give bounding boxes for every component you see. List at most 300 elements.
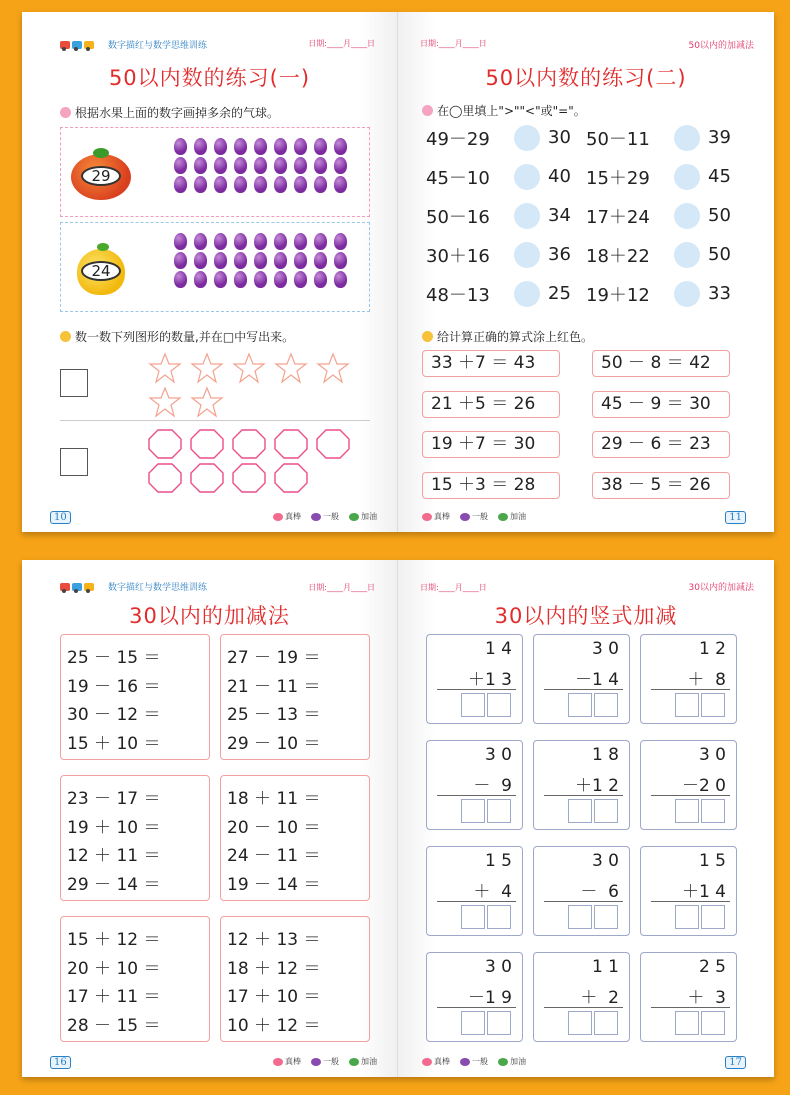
legend-great: 真棒 [422,511,450,522]
page-number: 16 [50,1056,71,1069]
calc-problem[interactable]: 12 ＋ 13 ＝ [227,930,321,950]
balloon-icon[interactable] [314,176,327,193]
compare-value: 50 [708,244,731,265]
calc-box [60,634,210,760]
balloon-icon[interactable] [214,233,227,250]
vertical-bottom: ＋ 8 [687,670,726,690]
compare-expression: 30＋16 [426,245,490,267]
compare-value: 50 [708,205,731,226]
legend-great: 真棒 [273,1056,301,1067]
balloon-icon[interactable] [254,271,267,288]
series-header [60,38,207,51]
balloon-icon[interactable] [214,157,227,174]
legend [273,511,377,522]
balloon-icon[interactable] [314,271,327,288]
bottom-spread [22,560,774,1077]
equation-box[interactable]: 19 ＋7 ＝ 30 [422,431,560,458]
grape-icon [311,1058,321,1066]
vertical-bar [651,1007,730,1008]
series-title: 数字描红与数学思维训练 [108,41,208,51]
calc-box [220,916,370,1042]
legend-ok: 一般 [460,1056,488,1067]
balloon-icon[interactable] [314,252,327,269]
calc-problem[interactable]: 19 － 14 ＝ [227,874,321,895]
vertical-problem [640,952,737,1042]
page-title: 50以内数的练习(二) [485,66,687,90]
star-group [147,352,367,420]
compare-answer-circle[interactable] [674,125,700,151]
flower-icon [273,1058,283,1066]
vertical-bar [651,901,730,902]
balloon-icon[interactable] [234,138,247,155]
vertical-bar [544,689,623,690]
answer-box[interactable] [568,905,592,929]
balloon-grid [171,233,351,288]
star-icon [147,386,189,420]
balloon-icon[interactable] [194,157,207,174]
compare-expression: 50－11 [586,128,650,150]
balloon-icon[interactable] [274,157,287,174]
page-title: 30以内的加减法 [129,604,290,628]
balloon-icon[interactable] [254,157,267,174]
star-icon [231,352,273,386]
balloon-icon[interactable] [334,138,347,155]
compare-item [426,242,586,268]
balloon-icon[interactable] [234,252,247,269]
compare-answer-circle[interactable] [674,242,700,268]
equation-box[interactable]: 50 － 8 ＝ 42 [592,350,730,377]
balloon-icon[interactable] [314,233,327,250]
answer-box[interactable] [701,799,725,823]
balloon-icon[interactable] [194,138,207,155]
calc-problem[interactable]: 30 － 12 ＝ [67,705,161,725]
calc-problem[interactable]: 18 ＋ 11 ＝ [227,789,321,809]
balloon-icon[interactable] [334,271,347,288]
vertical-problem [533,846,630,936]
compare-row [426,196,746,235]
date-label: 日期:____月____日 [420,39,487,48]
vertical-problem [426,740,523,830]
vertical-bottom: － 9 [473,776,512,796]
date-label: 日期:____月____日 [420,583,487,592]
vertical-top: 1 8 [591,745,619,765]
balloon-icon[interactable] [314,138,327,155]
compare-value: 45 [708,166,731,187]
octagon-group [147,428,367,496]
instruction-text: 根据水果上面的数字画掉多余的气球。 [75,106,280,120]
equation-box[interactable]: 33 ＋7 ＝ 43 [422,350,560,377]
balloon-icon[interactable] [214,252,227,269]
balloon-icon[interactable] [274,271,287,288]
balloon-icon[interactable] [274,252,287,269]
legend [273,1056,377,1067]
legend [422,511,526,522]
vertical-bottom: ＋ 3 [687,988,726,1008]
balloon-icon[interactable] [174,157,187,174]
answer-box[interactable] [461,693,485,717]
balloon-icon[interactable] [194,252,207,269]
balloon-icon[interactable] [174,138,187,155]
vertical-top: 3 0 [591,851,619,871]
calc-problem[interactable]: 15 ＋ 12 ＝ [67,930,161,950]
balloon-icon[interactable] [254,233,267,250]
balloon-icon[interactable] [214,271,227,288]
vertical-bar [651,795,730,796]
legend-ok: 一般 [311,1056,339,1067]
series-header [60,580,207,593]
balloon-icon[interactable] [214,138,227,155]
legend-great: 真棒 [422,1056,450,1067]
calc-problem[interactable]: 17 ＋ 11 ＝ [67,987,161,1007]
vertical-problem [533,952,630,1042]
balloon-icon[interactable] [174,252,187,269]
balloon-icon[interactable] [334,176,347,193]
compare-answer-circle[interactable] [674,203,700,229]
balloon-icon[interactable] [294,138,307,155]
vertical-bottom: － 6 [580,882,619,902]
compare-value: 34 [548,205,571,226]
flower-icon [422,513,432,521]
legend-tryharder: 加油 [349,511,377,522]
compare-item [426,125,586,151]
balloon-icon[interactable] [254,138,267,155]
answer-box[interactable] [701,905,725,929]
calc-problem[interactable]: 28 － 15 ＝ [67,1015,161,1036]
compare-grid [426,118,746,313]
divider [60,420,370,421]
compare-value: 25 [548,283,571,304]
vertical-top: 1 2 [698,639,726,659]
calc-box [60,775,210,901]
vertical-problem [426,634,523,724]
instruction-1 [422,102,586,119]
vertical-bottom: －1 9 [467,988,512,1008]
balloon-icon[interactable] [234,271,247,288]
broccoli-icon [349,513,359,521]
fruit-number: 29 [81,166,121,186]
star-icon [273,352,315,386]
calc-box [220,775,370,901]
top-spread [22,12,774,532]
vertical-problem [640,740,737,830]
flower-icon [273,513,283,521]
balloon-icon[interactable] [334,233,347,250]
page-number: 11 [725,511,746,524]
calc-problem[interactable]: 25 － 15 ＝ [67,648,161,668]
instruction-text: 给计算正确的算式涂上红色。 [437,330,594,344]
vertical-bar [437,689,516,690]
balloon-icon[interactable] [254,252,267,269]
balloon-icon[interactable] [234,157,247,174]
vertical-bar [544,901,623,902]
flower-icon [422,1058,432,1066]
instruction-2 [422,328,593,345]
compare-expression: 50－16 [426,206,490,228]
answer-box[interactable] [487,905,511,929]
calc-problem[interactable]: 17 ＋ 10 ＝ [227,987,321,1007]
balloon-icon[interactable] [174,176,187,193]
answer-box[interactable] [487,1011,511,1035]
calc-box [220,634,370,760]
compare-item [426,203,586,229]
calc-problem[interactable]: 25 － 13 ＝ [227,705,321,725]
vertical-problem [640,634,737,724]
answer-box[interactable] [487,799,511,823]
grape-icon [311,513,321,521]
broccoli-icon [498,513,508,521]
equation-box[interactable]: 38 － 5 ＝ 26 [592,472,730,499]
page-10 [22,12,398,532]
vertical-bottom: ＋ 2 [580,988,619,1008]
vertical-bar [437,795,516,796]
compare-expression: 15＋29 [586,167,650,189]
calc-problem[interactable]: 24 － 11 ＝ [227,846,321,866]
star-icon [189,386,231,420]
compare-item [586,242,746,268]
balloon-icon[interactable] [194,176,207,193]
vertical-problem [533,634,630,724]
star-icon [189,352,231,386]
pig-icon [422,105,433,116]
legend-tryharder: 加油 [498,1056,526,1067]
legend [422,1056,526,1067]
balloon-icon[interactable] [274,176,287,193]
balloon-icon[interactable] [334,252,347,269]
compare-item [586,164,746,190]
answer-box[interactable] [568,1011,592,1035]
chick-icon [60,331,71,342]
compare-item [586,281,746,307]
balloon-icon[interactable] [174,233,187,250]
answer-box[interactable] [487,693,511,717]
calc-problem[interactable]: 21 － 11 ＝ [227,676,321,697]
calc-problem[interactable]: 20 ＋ 10 ＝ [67,958,161,979]
broccoli-icon [349,1058,359,1066]
calc-problem[interactable]: 15 ＋ 10 ＝ [67,733,161,754]
compare-value: 33 [708,283,731,304]
compare-value: 40 [548,166,571,187]
compare-expression: 18＋22 [586,245,650,267]
instruction-text: 在◯里填上">""<"或"="。 [437,104,586,118]
octagon-count-box[interactable] [60,448,88,476]
balloon-icon[interactable] [314,157,327,174]
answer-box[interactable] [675,1011,699,1035]
star-icon [147,352,189,386]
date-label: 日期:____月____日 [308,583,375,592]
calc-problem[interactable]: 20 － 10 ＝ [227,817,321,838]
vertical-bar [651,689,730,690]
vertical-bottom: ＋1 3 [467,670,512,690]
vertical-problem [533,740,630,830]
vertical-top: 3 0 [591,639,619,659]
compare-row [426,235,746,274]
octagon-icon [231,428,273,462]
star-icon [315,352,357,386]
legend-ok: 一般 [311,511,339,522]
equation-box[interactable]: 45 － 9 ＝ 30 [592,391,730,418]
calc-problem[interactable]: 12 ＋ 11 ＝ [67,846,161,866]
compare-answer-circle[interactable] [514,164,540,190]
compare-answer-circle[interactable] [514,125,540,151]
vertical-bottom: ＋ 4 [473,882,512,902]
compare-answer-circle[interactable] [514,281,540,307]
calc-problem[interactable]: 23 － 17 ＝ [67,789,161,809]
calc-problem[interactable]: 29 － 10 ＝ [227,733,321,754]
balloon-icon[interactable] [254,176,267,193]
series-title: 数字描红与数学思维训练 [108,583,208,593]
vertical-top: 1 1 [591,957,619,977]
page-17 [398,560,774,1077]
instruction-1 [60,104,279,121]
compare-expression: 45－10 [426,167,490,189]
vertical-top: 3 0 [698,745,726,765]
calc-box [60,916,210,1042]
answer-box[interactable] [675,799,699,823]
compare-row [426,118,746,157]
answer-box[interactable] [568,799,592,823]
instruction-text: 数一数下列图形的数量,并在□中写出来。 [75,330,295,344]
compare-item [586,203,746,229]
balloon-icon[interactable] [214,176,227,193]
balloon-icon[interactable] [294,176,307,193]
vertical-bar [544,795,623,796]
vertical-problem [426,846,523,936]
answer-box[interactable] [461,799,485,823]
vertical-bottom: ＋1 4 [681,882,726,902]
octagon-icon [147,462,189,496]
pear-box [60,222,370,312]
compare-answer-circle[interactable] [514,242,540,268]
topic-label: 30以内的加减法 [688,583,754,593]
vertical-problem [640,846,737,936]
compare-expression: 19＋12 [586,284,650,306]
answer-box[interactable] [594,1011,618,1035]
page-number: 10 [50,511,71,524]
legend-ok: 一般 [460,511,488,522]
answer-box[interactable] [568,693,592,717]
vertical-bar [437,1007,516,1008]
balloon-icon[interactable] [334,157,347,174]
balloon-icon[interactable] [294,271,307,288]
calc-problem[interactable]: 19 ＋ 10 ＝ [67,817,161,838]
vertical-top: 3 0 [484,957,512,977]
compare-expression: 49－29 [426,128,490,150]
compare-row [426,274,746,313]
legend-great: 真棒 [273,511,301,522]
broccoli-icon [498,1058,508,1066]
train-icon [60,39,104,51]
compare-answer-circle[interactable] [674,281,700,307]
vertical-top: 1 5 [698,851,726,871]
fruit-number: 24 [81,261,121,281]
vertical-bar [544,1007,623,1008]
legend-tryharder: 加油 [349,1056,377,1067]
tomato-icon [71,148,133,202]
compare-item [426,281,586,307]
octagon-icon [231,462,273,496]
balloon-grid [171,138,351,193]
compare-value: 30 [548,127,571,148]
pig-icon [60,107,71,118]
balloon-icon[interactable] [274,233,287,250]
calc-problem[interactable]: 10 ＋ 12 ＝ [227,1015,321,1036]
answer-box[interactable] [701,693,725,717]
equation-box[interactable]: 21 ＋5 ＝ 26 [422,391,560,418]
vertical-bottom: －1 4 [574,670,619,690]
balloon-icon[interactable] [274,138,287,155]
equation-box[interactable]: 15 ＋3 ＝ 28 [422,472,560,499]
balloon-icon[interactable] [174,271,187,288]
answer-box[interactable] [594,693,618,717]
calc-problem[interactable]: 18 ＋ 12 ＝ [227,958,321,979]
answer-box[interactable] [594,905,618,929]
compare-value: 39 [708,127,731,148]
answer-box[interactable] [461,905,485,929]
balloon-icon[interactable] [234,233,247,250]
pear-icon [71,243,133,297]
calc-problem[interactable]: 19 － 16 ＝ [67,676,161,697]
compare-expression: 17＋24 [586,206,650,228]
grape-icon [460,513,470,521]
page-11 [398,12,774,532]
balloon-icon[interactable] [294,252,307,269]
answer-box[interactable] [675,693,699,717]
tomato-box [60,127,370,217]
date-label: 日期:____月____日 [308,39,375,48]
grape-icon [460,1058,470,1066]
octagon-icon [273,428,315,462]
answer-box[interactable] [675,905,699,929]
equation-box[interactable]: 29 － 6 ＝ 23 [592,431,730,458]
balloon-icon[interactable] [234,176,247,193]
calc-problem[interactable]: 29 － 14 ＝ [67,874,161,895]
octagon-icon [147,428,189,462]
train-icon [60,581,104,593]
answer-box[interactable] [594,799,618,823]
vertical-top: 1 4 [484,639,512,659]
page-16 [22,560,398,1077]
vertical-problem [426,952,523,1042]
page-title: 30以内的竖式加减 [494,604,678,628]
balloon-icon[interactable] [194,271,207,288]
answer-box[interactable] [461,1011,485,1035]
compare-value: 36 [548,244,571,265]
octagon-icon [273,462,315,496]
balloon-icon[interactable] [294,157,307,174]
vertical-top: 3 0 [484,745,512,765]
star-count-box[interactable] [60,369,88,397]
vertical-top: 2 5 [698,957,726,977]
topic-label: 50以内的加减法 [688,41,754,51]
compare-answer-circle[interactable] [674,164,700,190]
octagon-icon [189,462,231,496]
compare-item [426,164,586,190]
balloon-icon[interactable] [194,233,207,250]
vertical-bottom: －2 0 [681,776,726,796]
octagon-icon [315,428,357,462]
compare-item [586,125,746,151]
vertical-top: 1 5 [484,851,512,871]
compare-row [426,157,746,196]
page-title: 50以内数的练习(一) [108,66,311,90]
instruction-2 [60,328,294,345]
octagon-icon [189,428,231,462]
calc-problem[interactable]: 27 － 19 ＝ [227,648,321,668]
balloon-icon[interactable] [294,233,307,250]
page-number: 17 [725,1056,746,1069]
compare-answer-circle[interactable] [514,203,540,229]
answer-box[interactable] [701,1011,725,1035]
